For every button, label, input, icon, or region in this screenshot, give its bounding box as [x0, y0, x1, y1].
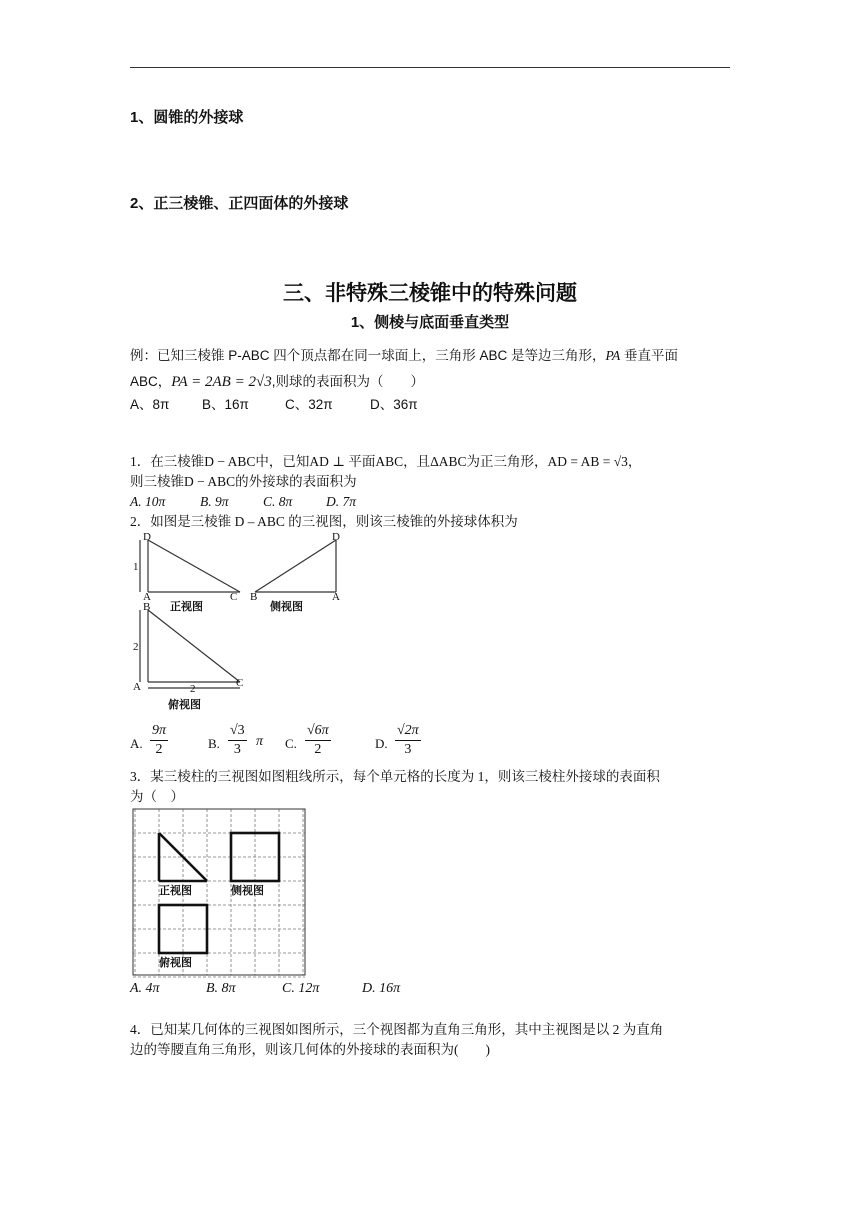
label-c-front: C [230, 591, 238, 603]
choice-d-label: D. [375, 736, 388, 751]
label-a-side: A [332, 591, 340, 603]
q1-line-1: 1．在三棱锥D − ABC中，已知AD ⊥ 平面ABC，且ΔABC为正三角形，AD = AB = √3， [130, 454, 642, 469]
choice-a-label: A. [130, 736, 143, 751]
choice-c: C、32π [285, 397, 333, 412]
chapter-title: 三、非特殊三棱锥中的特殊问题 [283, 281, 577, 305]
example-line-1: 例：已知三棱锥 P-ABC 四个顶点都在同一球面上，三角形 ABC 是等边三角形，PA 垂直平面 [130, 348, 679, 363]
q3-line-2: 为（ ） [130, 789, 184, 804]
top-view-label: 俯视图 [168, 698, 201, 711]
q1-line-2: 则三棱锥D − ABC的外接球的表面积为 [130, 474, 357, 489]
choice-b-tail: π [256, 734, 264, 749]
front-view-label: 正视图 [159, 884, 192, 897]
dim-front-height: 1 [133, 561, 139, 573]
choice-c: C. 8π [263, 494, 293, 509]
q2-three-view-figure [130, 530, 370, 715]
subtitle: 1、侧棱与底面垂直类型 [350, 314, 510, 331]
section-heading-2: 2、正三棱锥、正四面体的外接球 [130, 195, 349, 212]
choice-a: A. 10π [130, 494, 166, 509]
label-c-top: C [236, 677, 244, 689]
choice-c: C. 12π [282, 981, 320, 996]
choice-b-fraction: $\frac{√3}{3}$ [230, 723, 245, 757]
choice-b: B. 9π [200, 494, 229, 509]
q1-choices [130, 492, 430, 512]
header-rule [130, 67, 730, 68]
q2-choices [130, 722, 460, 766]
choice-b: B、16π [202, 397, 249, 412]
top-view-label: 俯视图 [159, 956, 192, 969]
label-a-front: A [143, 591, 151, 603]
choice-a-fraction: $\frac{9\pi}{2}$ [152, 723, 167, 757]
choice-b: B. 8π [206, 981, 236, 996]
choice-c-label: C. [285, 736, 297, 751]
side-view-label: 侧视图 [270, 600, 303, 613]
label-d-front: D [143, 531, 151, 543]
q4-line-1: 4．已知某几何体的三视图如图所示，三个视图都为直角三角形，其中主视图是以 2 为直角 [130, 1022, 664, 1037]
choice-d: D. 16π [362, 981, 401, 996]
section-heading-1: 1、圆锥的外接球 [130, 109, 244, 126]
label-d-side: D [332, 531, 340, 543]
choice-a: A. 4π [130, 981, 160, 996]
front-view-label: 正视图 [170, 600, 203, 613]
choice-d: D. 7π [326, 494, 357, 509]
label-a-top: A [133, 681, 141, 693]
label-b-side: B [250, 591, 258, 603]
choice-c-fraction: $\frac{√6\pi}{2}$ [307, 723, 329, 757]
choice-d-fraction: $\frac{√2\pi}{3}$ [397, 723, 419, 757]
q3-choices [130, 981, 460, 1001]
label-b-top: B [143, 601, 151, 613]
q3-grid-figure [130, 806, 310, 978]
q4-line-2: 边的等腰直角三角形，则该几何体的外接球的表面积为( ) [130, 1042, 490, 1057]
choice-a: A、8π [130, 397, 170, 412]
dim-top-height: 2 [133, 641, 139, 653]
choice-b-label: B. [208, 736, 220, 751]
side-view-label: 侧视图 [231, 884, 264, 897]
q3-line-1: 3．某三棱柱的三视图如图粗线所示，每个单元格的长度为 1，则该三棱柱外接球的表面积 [130, 769, 660, 784]
choice-d: D、36π [370, 397, 418, 412]
q2-line-1: 2．如图是三棱锥 D – ABC 的三视图，则该三棱锥的外接球体积为 [130, 514, 518, 529]
dim-top-width: 2 [190, 683, 196, 695]
example-line-2: ABC，PA = 2AB = 2√3,则球的表面积为（ ） [130, 374, 424, 390]
